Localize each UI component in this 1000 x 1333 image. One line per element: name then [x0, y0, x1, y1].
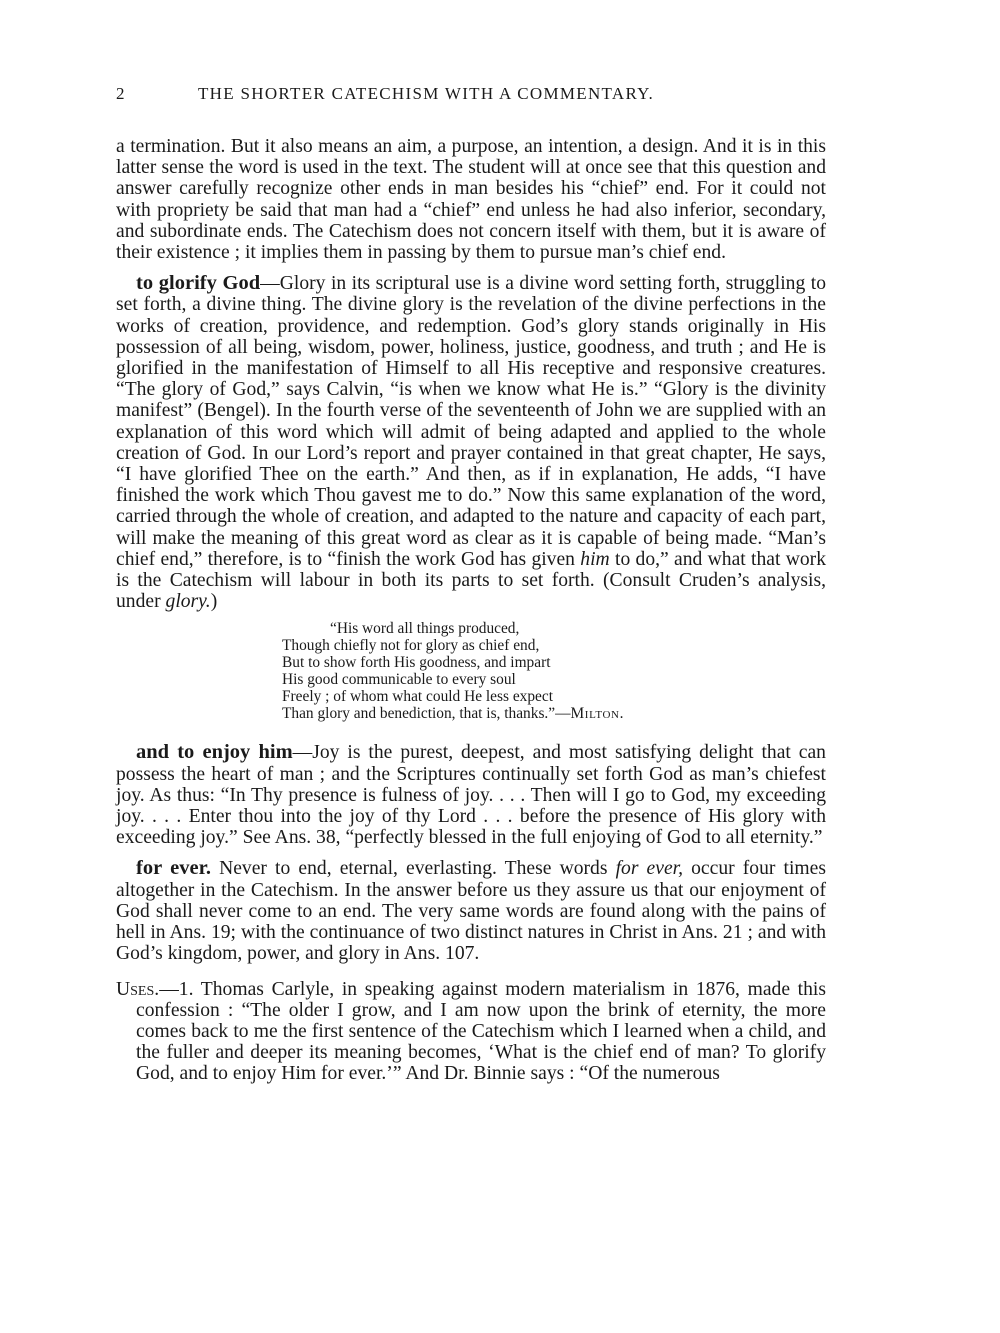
poem-last-line [282, 705, 826, 722]
poem-quote [282, 620, 826, 722]
term-forever: for ever. [136, 857, 211, 880]
paragraph-text: Never to end, eternal, everlasting. These words [210, 858, 616, 880]
emphasis-glory: glory. [165, 591, 211, 613]
paragraph-text: —Joy is the purest, deepest, and most satisfying delight that can possess the heart of man ; and the Scriptures continually set forth God as man’s chiefest joy. As thus: “In Thy presence is fulness of joy. . . . Then will I go to God, my exceeding joy. . . . Enter thou into the joy of thy Lord . . . before the presence of His glory with exceeding joy.” See Ans. 38, “perfectly blessed in the full enjoying of God to all eternity.” [116, 742, 826, 849]
poem-line: Than glory and benediction, that is, thanks.”— [282, 705, 571, 723]
page [116, 84, 826, 1095]
paragraph-text: —1. Thomas Carlyle, in speaking against modern materialism in 1876, made this confession : “The older I grow, and I am now upon the brink of eternity, the more comes back to me the first sentence of the Catechism which I learned when a child, and the fuller and deeper its meaning becomes, ‘What is the chief end of man? To glorify God, and to enjoy Him for ever.’” And Dr. Binnie says : “Of the numerous [136, 978, 826, 1085]
poem-line: Though chiefly not for glory as chief end, [282, 637, 540, 655]
paragraph-forever [116, 858, 826, 964]
term-glorify: to glorify God [136, 272, 261, 295]
paragraph-text: —Glory in its scriptural use is a divine word setting forth, struggling to set forth, a divine thing. The divine glory is the revelation of the divine perfections in the works of creation, providence, and redemption. God’s glory stands originally in His possession of all being, wisdom, power, holiness, justice, goodness, and truth ; and He is glorified in the manifestation of Himself to all His receptive and responsive creatures. “The glory of God,” says Calvin, “is when we know what He is.” “Glory is the divinity manifest” (Bengel). In the fourth verse of the seventeenth of John we are supplied with an explanation of this word which will admit of being adapted and applied to the whole creation of God. In our Lord’s report and prayer contained in that great chapter, He says, “I have glorified Thee on the earth.” And then, as if in explanation, He adds, “I have finished the work which Thou gavest me to do.” Now this same explanation of the word, carried through the whole of creation, and adapted to the nature and capacity of each part, will make the meaning of this great word as clear as it is capable of being made. “Man’s chief end,” therefore, is to “finish the work God has given [116, 273, 826, 570]
uses-label: Uses. [116, 978, 160, 1000]
page-number: 2 [116, 84, 126, 103]
running-head [116, 84, 826, 110]
paragraph-enjoy [116, 742, 826, 848]
paragraph-uses [116, 978, 826, 1085]
emphasis-for-ever: for ever, [615, 858, 684, 880]
poem-line: “His word all things produced, [330, 620, 520, 638]
poem-line: His good communicable to every soul [282, 671, 516, 689]
poem-attribution: Milton. [570, 705, 625, 723]
paragraph-text: occur four times altogether in the Catechism. In the answer before us they assure us that our enjoyment of God shall never come to an end. The very same words are found along with the pains of hell in Ans. 19; with the continuance of two distinct natures in Christ in Ans. 21 ; and with God’s kingdom, power, and glory in Ans. 107. [116, 858, 826, 965]
poem-line: Freely ; of whom what could He less expect [282, 688, 553, 706]
running-title: THE SHORTER CATECHISM WITH A COMMENTARY. [198, 84, 655, 103]
paragraph-glorify [116, 273, 826, 612]
paragraph-termination [116, 136, 826, 263]
term-enjoy: and to enjoy him [136, 741, 293, 764]
paragraph-text: ) [210, 591, 218, 613]
paragraph-text: to do,” and what that work is the Catechism will labour in both its parts to set forth. (Consult Cruden’s analysis, under [116, 548, 827, 613]
poem-line: But to show forth His goodness, and impart [282, 654, 551, 672]
emphasis-him: him [580, 548, 610, 570]
paragraph-text: a termination. But it also means an aim, a purpose, an intention, a design. And it is in this latter sense the word is used in the text. The student will at once see that this question and answer carefully recognize other ends in man besides his “chief” end. For it could not with propriety be said that man had a “chief” end unless he had also inferior, secondary, and subordinate ends. The Catechism does not concern itself with them, but it is aware of their existence ; it implies them in passing by them to pursue man’s chief end. [116, 136, 826, 264]
